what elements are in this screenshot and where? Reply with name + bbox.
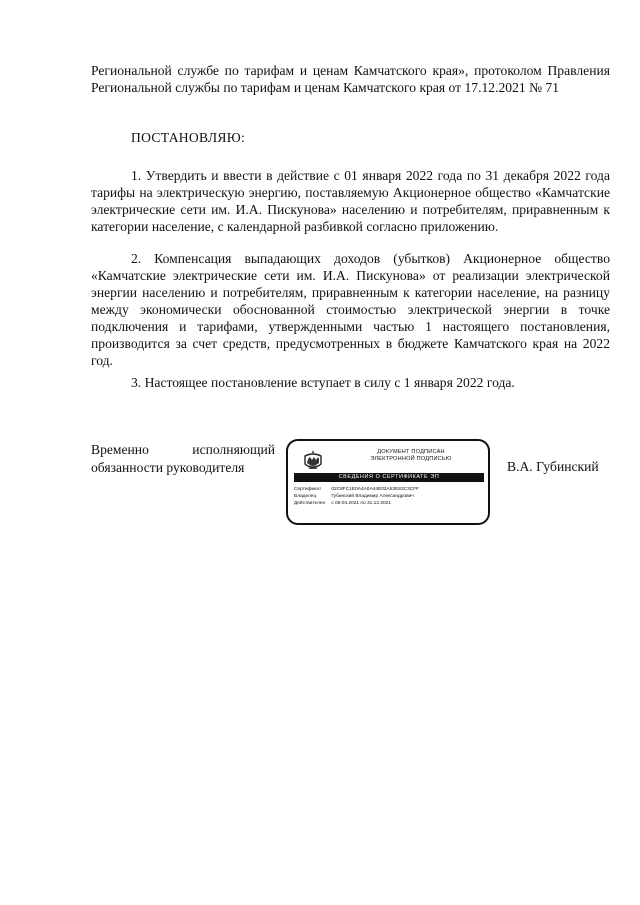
cert-label: Сертификат — [294, 487, 322, 492]
item-2: 2. Компенсация выпадающих доходов (убытков) Акционерное общество «Камчатские электрические сети им. И.А. Пискунова» от реализации электрической энергии населению и потребителям, приравненным к категории население, на разницу между экономически обоснованной стоимостью электрической энергии в точке подключения и тарифами, утвержденными частью 1 настоящего постановления, производится за счет средств, предусмотренных в бюджете Камчатского края на 2022 год. — [91, 251, 610, 368]
valid-value: с 09.04.2021 по 31.12.2021 — [331, 501, 392, 506]
stamp-title-line-1: ДОКУМЕНТ ПОДПИСАН — [377, 449, 445, 455]
electronic-signature-stamp — [286, 439, 490, 525]
stamp-title — [336, 449, 486, 463]
owner-label: Владелец — [294, 494, 317, 499]
stamp-row-certificate — [294, 486, 419, 493]
owner-value: Губинский Владимир Александрович — [331, 494, 414, 499]
stamp-row-owner — [294, 493, 419, 500]
stamp-certificate-bar: СВЕДЕНИЯ О СЕРТИФИКАТЕ ЭП — [294, 473, 484, 482]
stamp-title-line-2: ЭЛЕКТРОННОЙ ПОДПИСЬЮ — [370, 456, 452, 462]
item-3: 3. Настоящее постановление вступает в силу с 1 января 2022 года. — [131, 375, 515, 390]
signatory-position — [91, 441, 275, 477]
intro-paragraph: Региональной службе по тарифам и ценам Камчатского края», протоколом Правления Региональной службы по тарифам и ценам Камчатского края от 17.12.2021 № 71 — [91, 63, 610, 95]
stamp-details — [294, 486, 419, 507]
decree-heading: ПОСТАНОВЛЯЮ: — [131, 130, 246, 145]
item-1: 1. Утвердить и ввести в действие с 01 января 2022 года по 31 декабря 2022 года тарифы на электрическую энергию, поставляемую Акционерное общество «Камчатские электрические сети им. И.А. Пискунова» населению и потребителям, приравненным к категории население, с календарной разбивкой согласно приложению. — [91, 168, 610, 234]
position-line-1: Временно исполняющий — [91, 442, 275, 457]
valid-label: Действителен — [294, 501, 326, 506]
signatory-name: В.А. Губинский — [507, 459, 599, 474]
cert-value: 02C8FC1E0A4A0A44E02A53E83C3CFF — [331, 487, 420, 492]
position-line-2: обязанности руководителя — [91, 460, 245, 475]
stamp-row-validity — [294, 500, 419, 507]
coat-of-arms-icon — [302, 449, 324, 473]
